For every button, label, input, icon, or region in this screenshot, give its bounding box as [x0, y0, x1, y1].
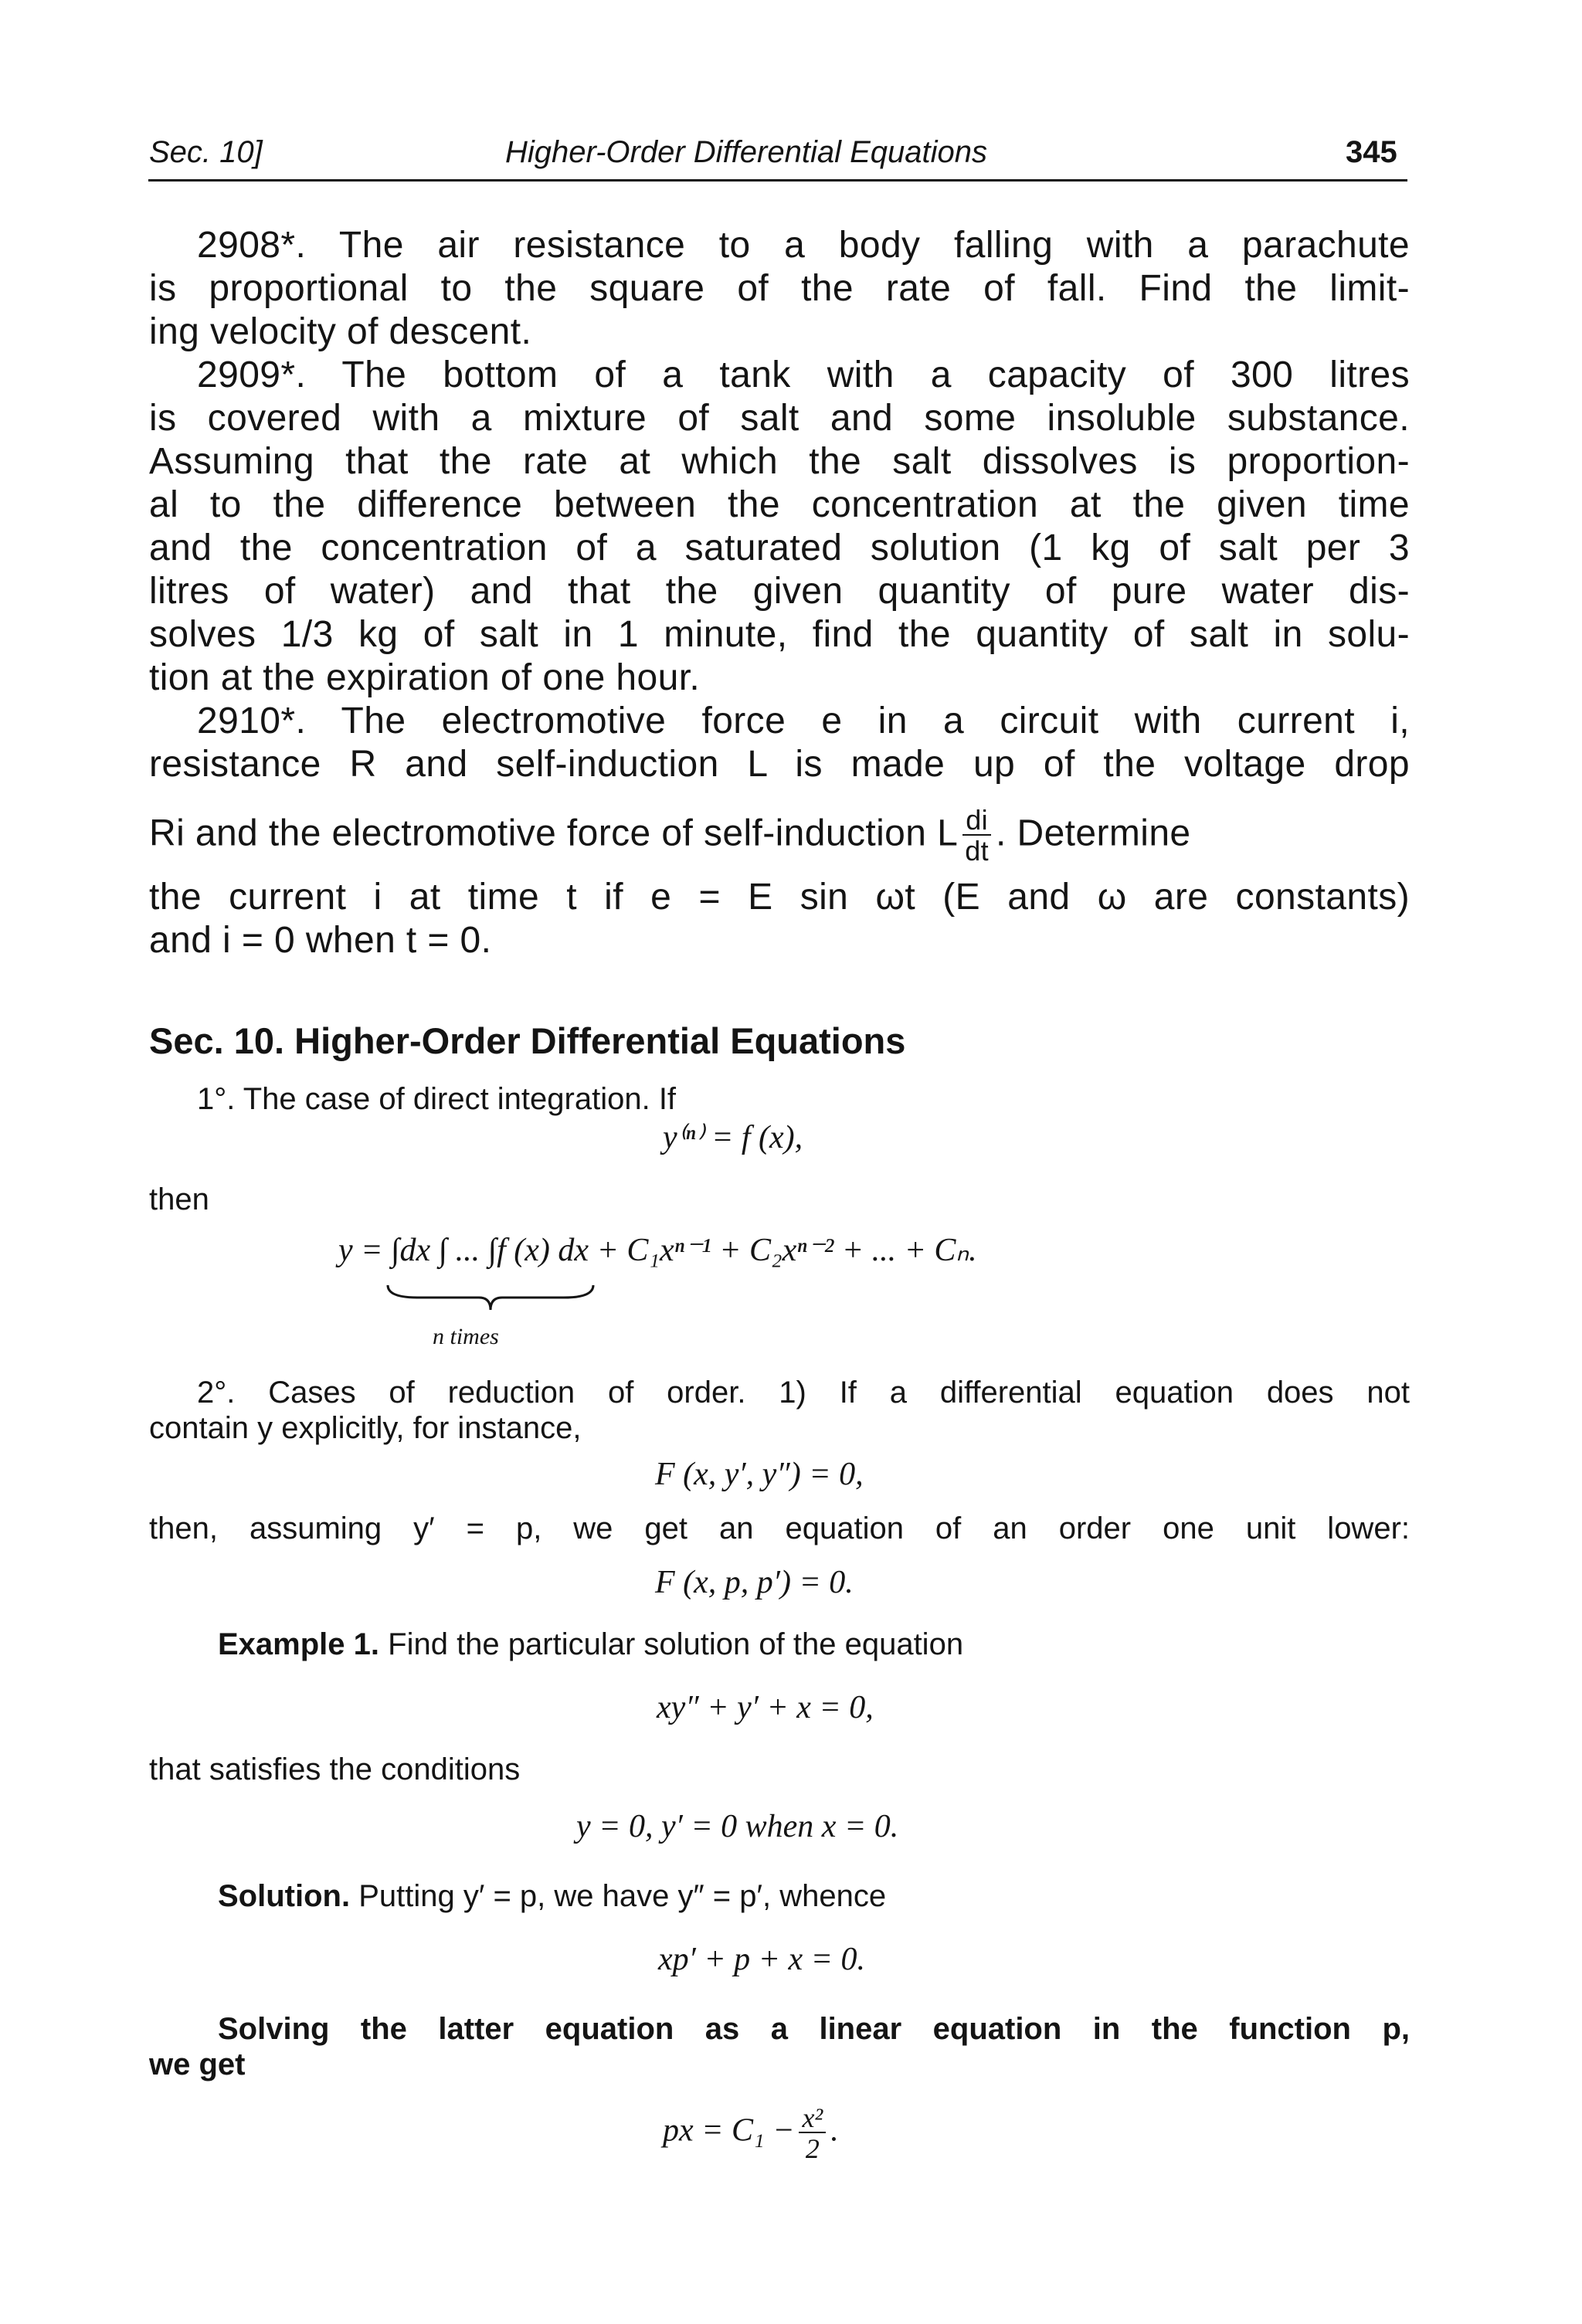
example-1-text: Find the particular solution of the equation [388, 1627, 964, 1661]
case1-intro: 1°. The case of direct integration. If [197, 1082, 677, 1116]
fraction-numerator: x² [799, 2104, 826, 2133]
case1-equation-2: y = ∫dx ∫ ... ∫f (x) dx + C₁xⁿ⁻¹ + C₂xⁿ⁻² + ... + Cₙ. [338, 1233, 977, 1268]
di-dt-fraction [962, 806, 991, 865]
case1-equation-1: y⁽ⁿ⁾ = f (x), [663, 1120, 803, 1155]
underbrace-label: n times [433, 1324, 499, 1349]
problem-2910-line: the current i at time t if e = E sin ωt (E and ω are constants) [149, 877, 1410, 918]
solution-line-1 [218, 1878, 886, 1914]
header-chapter-title: Higher-Order Differential Equations [505, 135, 988, 169]
section-title: Sec. 10. Higher-Order Differential Equations [149, 1020, 906, 1061]
solution-equation-2-end: . [830, 2112, 839, 2149]
case1-then: then [149, 1182, 209, 1216]
case2-equation-1: F (x, y′, y″) = 0, [655, 1457, 864, 1492]
solution-line: we get [149, 2047, 246, 2081]
fraction-denominator: dt [965, 835, 990, 867]
example-1-conditions: y = 0, y′ = 0 when x = 0. [576, 1809, 899, 1844]
underbrace [386, 1282, 595, 1313]
example-1-label: Example 1. [218, 1627, 380, 1661]
example-1-equation: xy″ + y′ + x = 0, [657, 1690, 874, 1725]
problem-2909-line: and the concentration of a saturated solution (1 kg of salt per 3 [149, 528, 1410, 568]
problem-2910-line-with-fraction [149, 806, 1191, 865]
problem-2909-line: Assuming that the rate at which the salt dissolves is proportion- [149, 441, 1410, 482]
problem-2910-line3-end: . Determine [996, 813, 1191, 854]
problem-2910-line: 2910*. The electromotive force e in a circuit with current i, [197, 701, 1410, 741]
problem-2910-line: and i = 0 when t = 0. [149, 920, 492, 961]
fraction-denominator: 2 [805, 2133, 820, 2164]
problem-2909-line: litres of water) and that the given quantity of pure water dis- [149, 571, 1410, 612]
problem-2909-line: tion at the expiration of one hour. [149, 657, 701, 698]
solution-text: Putting y′ = p, we have y″ = p′, whence [358, 1879, 887, 1913]
problem-2909-line: 2909*. The bottom of a tank with a capacity of 300 litres [197, 355, 1410, 395]
solution-equation-2 [663, 2104, 839, 2163]
solution-equation-2-lhs: px = C₁ − [663, 2112, 795, 2149]
example-1-statement [218, 1627, 963, 1662]
case2-line: 2°. Cases of reduction of order. 1) If a differential equation does not [197, 1376, 1410, 1410]
x-squared-over-2-fraction [799, 2104, 826, 2163]
problem-2908-line: is proportional to the square of the rate of fall. Find the limit- [149, 268, 1410, 309]
fraction-numerator: di [962, 806, 991, 836]
problem-2910-line: resistance R and self-induction L is made up of the voltage drop [149, 744, 1410, 785]
solution-label: Solution. [218, 1879, 351, 1913]
solution-line: Solving the latter equation as a linear equation in the function p, [218, 2012, 1410, 2046]
problem-2909-line: al to the difference between the concentration at the given time [149, 484, 1410, 525]
problem-2909-line: is covered with a mixture of salt and some insoluble substance. [149, 398, 1410, 439]
page-number: 345 [1346, 135, 1397, 169]
case2-line: contain y explicitly, for instance, [149, 1411, 582, 1445]
case2-line: then, assuming y′ = p, we get an equation of an order one unit lower: [149, 1511, 1410, 1545]
case2-equation-2: F (x, p, p′) = 0. [655, 1565, 854, 1600]
problem-2908-line: ing velocity of descent. [149, 311, 532, 352]
example-1-condition-text: that satisfies the conditions [149, 1752, 521, 1786]
header-section-ref: Sec. 10] [149, 135, 263, 169]
problem-2910-line3-text: Ri and the electromotive force of self-induction L [149, 813, 959, 854]
solution-equation-1: xp′ + p + x = 0. [658, 1942, 865, 1977]
problem-2909-line: solves 1/3 kg of salt in 1 minute, find the quantity of salt in solu- [149, 614, 1410, 655]
problem-2908-line: 2908*. The air resistance to a body falling with a parachute [197, 225, 1410, 266]
header-rule [148, 179, 1407, 182]
